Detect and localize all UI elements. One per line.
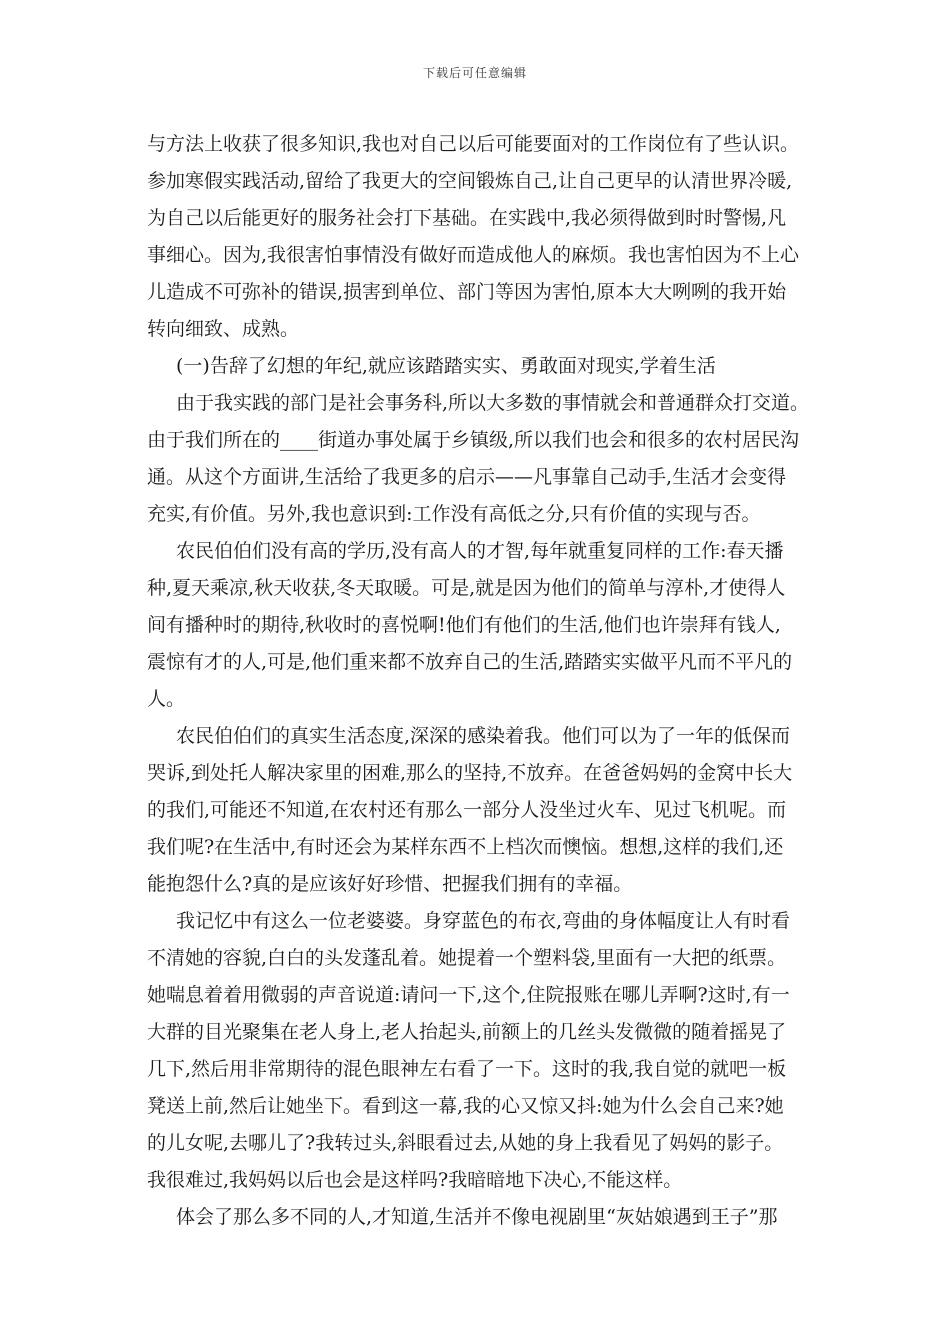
text-line: 与方法上收获了很多知识,我也对自己以后可能要面对的工作岗位有了些认识。	[147, 133, 800, 155]
text-line: 凳送上前,然后让她坐下。看到这一幕,我的心又惊又抖:她为什么会自己来?她	[147, 1095, 784, 1117]
text-line: 我很难过,我妈妈以后也会是这样吗?我暗暗地下决心,不能这样。	[147, 1169, 683, 1191]
text-line: 种,夏天乘凉,秋天收获,冬天取暖。可是,就是因为他们的简单与淳朴,才使得人	[147, 577, 786, 599]
page-header: 下载后可任意编辑	[422, 66, 527, 80]
text-line: 事细心。因为,我很害怕事情没有做好而造成他人的麻烦。我也害怕因为不上心	[147, 244, 800, 266]
text-line: 我记忆中有这么一位老婆婆。身穿蓝色的布衣,弯曲的身体幅度让人有时看	[176, 910, 791, 932]
text-line: 通。从这个方面讲,生活给了我更多的启示——凡事靠自己动手,生活才会变得	[147, 466, 787, 488]
text-line: 由于我们所在的____街道办事处属于乡镇级,所以我们也会和很多的农村居民沟	[147, 429, 800, 451]
text-line: 的我们,可能还不知道,在农村还有那么一部分人没坐过火车、见过飞机呢。而	[147, 799, 787, 821]
text-line: 参加寒假实践活动,留给了我更大的空间锻炼自己,让自己更早的认清世界冷暖,	[147, 170, 793, 192]
text-line: 能抱怨什么?真的是应该好好珍惜、把握我们拥有的幸福。	[147, 873, 633, 895]
text-line: 间有播种时的期待,秋收时的喜悦啊!他们有他们的生活,他们也许崇拜有钱人,	[147, 614, 781, 636]
text-line: 大群的目光聚集在老人身上,老人抬起头,前额上的几丝头发微微的随着摇晃了	[147, 1021, 787, 1043]
text-line: 为自己以后能更好的服务社会打下基础。在实践中,我必须得做到时时警惕,凡	[147, 207, 787, 229]
text-line: 充实,有价值。另外,我也意识到:工作没有高低之分,只有价值的实现与否。	[147, 503, 761, 525]
body-text	[147, 126, 821, 1236]
text-line: 不清她的容貌,白白的头发蓬乱着。她提着一个塑料袋,里面有一大把的纸票。	[147, 947, 787, 969]
text-line: 人。	[147, 688, 186, 710]
text-line: 农民伯伯们的真实生活态度,深深的感染着我。他们可以为了一年的低保而	[176, 725, 791, 747]
text-line: 儿造成不可弥补的错误,损害到单位、部门等因为害怕,原本大大咧咧的我开始	[147, 281, 787, 303]
text-line: 转向细致、成熟。	[147, 318, 300, 340]
section-heading: (一)告辞了幻想的年纪,就应该踏踏实实、勇敢面对现实,学着生活	[176, 355, 716, 377]
text-line: 由于我实践的部门是社会事务科,所以大多数的事情就会和普通群众打交道。	[176, 392, 810, 414]
text-line: 体会了那么多不同的人,才知道,生活并不像电视剧里“灰姑娘遇到王子”那	[176, 1206, 778, 1228]
text-line: 几下,然后用非常期待的混色眼神左右看了一下。这时的我,我自觉的就吧一板	[147, 1058, 787, 1080]
text-line: 震惊有才的人,可是,他们重来都不放弃自己的生活,踏踏实实做平凡而不平凡的	[147, 651, 793, 673]
text-line: 哭诉,到处托人解决家里的困难,那么的坚持,不放弃。在爸爸妈妈的金窝中长大	[147, 762, 793, 784]
text-line: 我们呢?在生活中,有时还会为某样东西不上档次而懊恼。想想,这样的我们,还	[147, 836, 784, 858]
text-line: 她喘息着着用微弱的声音说道:请问一下,这个,住院报账在哪儿弄啊?这时,有一	[147, 984, 790, 1006]
text-line: 的儿女呢,去哪儿了?我转过头,斜眼看过去,从她的身上我看见了妈妈的影子。	[147, 1132, 784, 1154]
text-line: 农民伯伯们没有高的学历,没有高人的才智,每年就重复同样的工作:春天播	[176, 540, 784, 562]
